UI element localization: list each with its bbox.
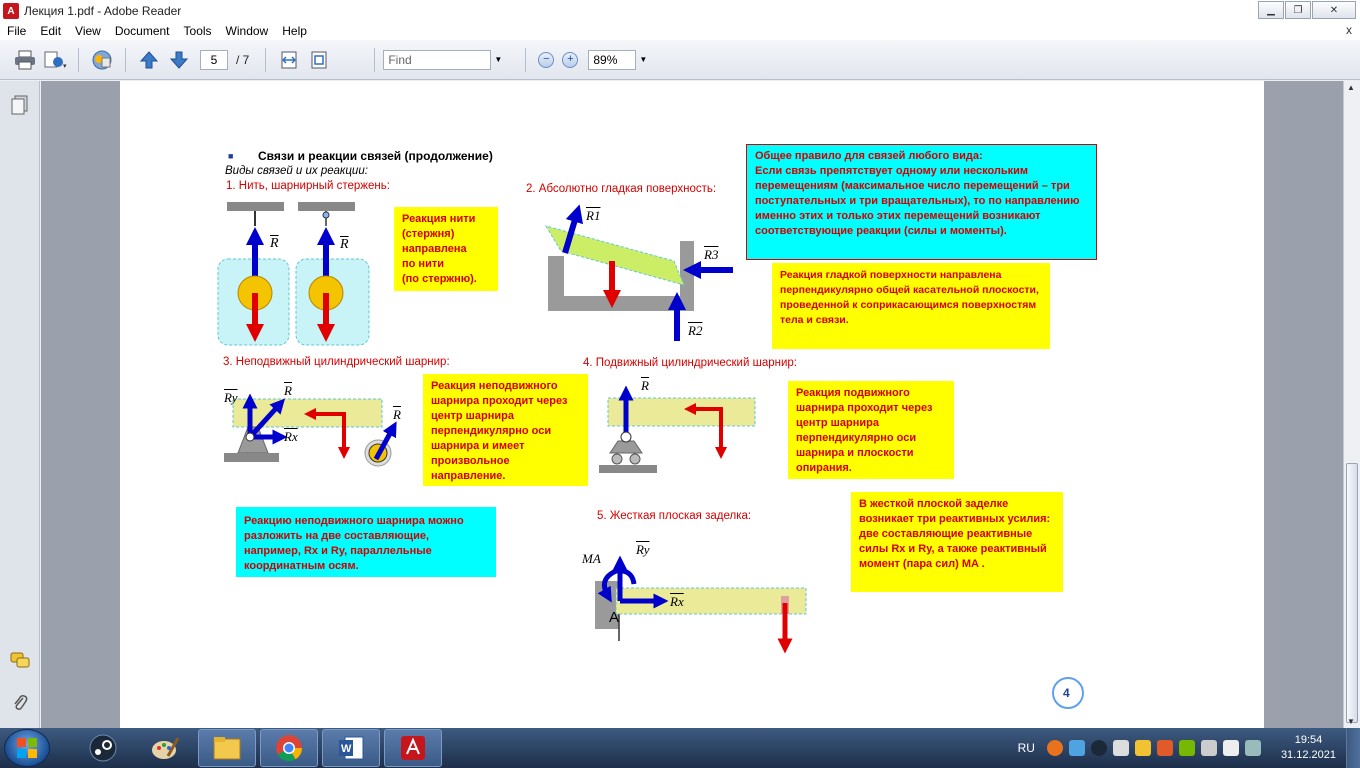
taskbar-steam[interactable]: [74, 729, 132, 767]
decompose-reaction-box: Реакцию неподвижного шарнира можно разложить на две составляющие, например, Rx и Ry, параллельные координатным осям.: [236, 507, 496, 577]
rigid-clamp-diagram: [595, 563, 806, 646]
menu-help[interactable]: Help: [282, 24, 307, 38]
network-icon[interactable]: [1245, 740, 1261, 756]
find-input[interactable]: Find: [383, 50, 491, 70]
mobile-hinge-diagram: [599, 393, 755, 473]
toolbar-separator: [78, 48, 79, 72]
item-3-label: 3. Неподвижный цилиндрический шарнир:: [223, 356, 450, 368]
navigation-pane: [0, 81, 40, 728]
svg-text:▾: ▾: [63, 62, 67, 70]
action-center-icon[interactable]: [1223, 740, 1239, 756]
label-r2: R2: [688, 323, 703, 338]
smooth-surface-diagram: [546, 213, 733, 341]
smooth-surface-box: Реакция гладкой поверхности направлена перпендикулярно общей касательной плоскости, проведенной к соприкасающимся поверхностям тела и связи.: [772, 263, 1050, 349]
item-1-label: 1. Нить, шарнирный стержень:: [226, 180, 390, 192]
menu-document[interactable]: Document: [114, 24, 170, 38]
flag-icon[interactable]: [1135, 740, 1151, 756]
label-r1: R1: [586, 208, 601, 223]
close-document-button[interactable]: x: [1346, 23, 1352, 37]
taskbar-chrome[interactable]: [260, 729, 318, 767]
label-r-3b: $\overline{R}$: [393, 407, 401, 422]
cloud-icon[interactable]: [1069, 740, 1085, 756]
label-ry-5: $\overline{Ry}$: [636, 542, 650, 557]
usb-icon[interactable]: [1113, 740, 1129, 756]
bullet-icon: ■: [228, 151, 234, 161]
item-5-label: 5. Жесткая плоская заделка:: [597, 510, 752, 522]
menu-bar: [0, 22, 1360, 40]
avast-icon[interactable]: [1047, 740, 1063, 756]
nvidia-icon[interactable]: [1179, 740, 1195, 756]
pdf-page: [120, 81, 1264, 728]
collaborate-icon: [90, 49, 114, 71]
page-number: 4: [1063, 686, 1070, 700]
vertical-scrollbar[interactable]: [1343, 81, 1360, 728]
close-button[interactable]: ✕: [1312, 1, 1356, 19]
chrome-icon: [275, 734, 303, 762]
restore-button[interactable]: ❐: [1285, 1, 1311, 19]
page-number-input[interactable]: 5: [200, 50, 228, 70]
label-r-4: $\overline{R}$: [641, 378, 649, 393]
clock-time: 19:54: [1294, 734, 1323, 746]
explorer-icon: [212, 735, 242, 761]
toolbar-separator: [265, 48, 266, 72]
taskbar-word[interactable]: [322, 729, 380, 767]
label-r3: R3: [704, 247, 719, 262]
taskbar-acrobat[interactable]: [384, 729, 442, 767]
next-page-button[interactable]: [166, 47, 192, 73]
arrow-up-icon: [139, 50, 159, 70]
item-4-label: 4. Подвижный цилиндрический шарнир:: [583, 357, 797, 369]
label-a: A: [609, 609, 620, 626]
menu-window[interactable]: Window: [225, 24, 269, 38]
acrobat-icon: [400, 735, 426, 761]
window-title: Лекция 1.pdf - Adobe Reader: [24, 4, 182, 18]
section-subheading: Виды связей и их реакции:: [225, 165, 368, 177]
thread-diagram: [218, 202, 369, 345]
taskbar-paint[interactable]: [136, 729, 194, 767]
find-dropdown-icon[interactable]: ▼: [494, 55, 503, 64]
windows-logo-icon: [16, 737, 38, 759]
fit-page-button[interactable]: [306, 47, 332, 73]
label-r-3: $\overline{R}$: [284, 383, 292, 398]
zoom-out-button[interactable]: −: [538, 52, 554, 68]
fit-page-icon: [309, 50, 329, 70]
menu-edit[interactable]: Edit: [40, 24, 62, 38]
printer-icon: [14, 50, 36, 70]
pages-panel-icon[interactable]: [10, 95, 30, 115]
scroll-up-icon[interactable]: ▲: [1347, 83, 1355, 92]
document-view[interactable]: [41, 81, 1343, 728]
fit-width-icon: [279, 50, 299, 70]
label-r-1a: $\overline{R}$: [270, 236, 279, 251]
general-rule-box: Общее правило для связей любого вида: Если связь препятствует одному или нескольким перемещениям (максимальное число перемещений – три поступательных и три вращательных), то по направлению именно этих и только этих перемещений возникают соответствующие реакции (силы и моменты).: [746, 144, 1097, 260]
svg-text:W: W: [341, 743, 352, 755]
comments-panel-icon[interactable]: [10, 651, 30, 671]
toolbar-separator: [525, 48, 526, 72]
window-controls: [1258, 1, 1356, 19]
zoom-in-button[interactable]: +: [562, 52, 578, 68]
paint-icon: [150, 734, 180, 762]
fixed-hinge-box: Реакция неподвижного шарнира проходит через центр шарнира перпендикулярно оси шарнира и имеет произвольное направление.: [423, 374, 588, 486]
pdf-icon: A: [3, 3, 19, 19]
share-button[interactable]: [42, 47, 68, 73]
menu-tools[interactable]: Tools: [183, 24, 212, 38]
zoom-dropdown-icon[interactable]: ▼: [639, 55, 648, 64]
mobile-hinge-box: Реакция подвижного шарнира проходит через центр шарнира перпендикулярно оси шарнира и плоскости опирания.: [788, 381, 954, 479]
clock-date: 31.12.2021: [1280, 749, 1336, 761]
label-ma: MA: [582, 551, 601, 566]
label-r-1b: $\overline{R}$: [340, 237, 349, 252]
app-tray-icon[interactable]: [1157, 740, 1173, 756]
system-tray: [1018, 728, 1360, 768]
toolbar-separator: [374, 48, 375, 72]
toolbar-separator: [125, 48, 126, 72]
share-icon: [43, 50, 67, 70]
menu-file[interactable]: File: [7, 24, 27, 38]
minimize-button[interactable]: ▁: [1258, 1, 1284, 19]
item-2-label: 2. Абсолютно гладкая поверхность:: [526, 183, 717, 195]
previous-page-button[interactable]: [136, 47, 162, 73]
page-total: / 7: [236, 52, 250, 67]
label-ry-3: $\overline{Ry}$: [224, 390, 238, 405]
clock[interactable]: [1281, 733, 1336, 763]
collaborate-button[interactable]: [89, 47, 115, 73]
taskbar-explorer[interactable]: [198, 729, 256, 767]
scroll-thumb[interactable]: [1346, 463, 1358, 723]
fit-width-button[interactable]: [276, 47, 302, 73]
steam-tray-icon[interactable]: [1091, 740, 1107, 756]
arrow-down-icon: [169, 50, 189, 70]
section-heading: Связи и реакции связей (продолжение): [258, 149, 493, 163]
label-rx-5: $\overline{Rx}$: [670, 594, 684, 609]
menu-view[interactable]: View: [75, 24, 101, 38]
volume-icon[interactable]: [1201, 740, 1217, 756]
start-button[interactable]: [4, 729, 50, 767]
attachments-panel-icon[interactable]: [10, 693, 30, 713]
steam-icon: [89, 734, 117, 762]
title-bar: [0, 0, 1360, 22]
mechanics-diagrams: [120, 81, 1264, 728]
word-icon: [337, 735, 365, 761]
show-desktop-button[interactable]: [1346, 728, 1360, 768]
print-button[interactable]: [12, 47, 38, 73]
rigid-clamp-box: В жесткой плоской заделке возникает три реактивных усилия: две составляющие реактивные силы Rx и Ry, а также реактивный момент (пара сил) MA .: [851, 492, 1063, 592]
label-rx-3: $\overline{Rx}$: [284, 429, 298, 444]
language-indicator[interactable]: RU: [1017, 741, 1035, 755]
fixed-hinge-diagram: [224, 399, 393, 466]
zoom-input[interactable]: 89%: [588, 50, 636, 70]
taskbar: [0, 728, 1360, 768]
toolbar: [0, 40, 1360, 80]
thread-reaction-box: Реакция нити (стержня) направлена по нити (по стержню).: [394, 207, 498, 291]
scroll-down-icon[interactable]: ▼: [1347, 717, 1355, 726]
